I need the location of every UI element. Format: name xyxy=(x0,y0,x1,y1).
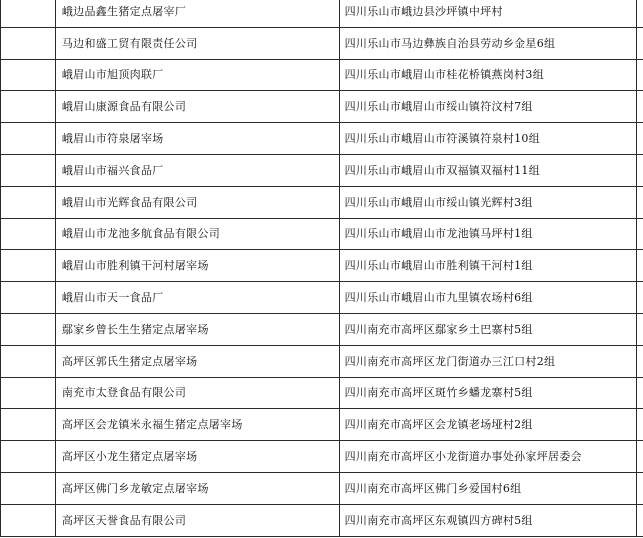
table-row xyxy=(1,186,643,218)
enterprise-name-cell: 高坪区小龙生猪定点屠宰场 xyxy=(55,441,339,473)
address-cell: 四川南充市高坪区鄢家乡土巴寨村5组 xyxy=(339,313,637,345)
edge-cell xyxy=(637,186,643,218)
table-row xyxy=(1,0,643,27)
edge-cell xyxy=(637,282,643,314)
address-cell: 四川乐山市峨眉山市龙池镇马坪村1组 xyxy=(339,218,637,250)
address-cell: 四川南充市高坪区会龙镇老场垭村2组 xyxy=(339,409,637,441)
edge-cell xyxy=(637,27,643,59)
address-cell: 四川乐山市峨眉山市胜利镇干河村1组 xyxy=(339,250,637,282)
enterprise-name-cell: 鄢家乡曾长生生猪定点屠宰场 xyxy=(55,313,339,345)
edge-cell xyxy=(637,345,643,377)
edge-cell xyxy=(637,91,643,123)
address-cell: 四川南充市高坪区小龙街道办事处孙家坪居委会 xyxy=(339,441,637,473)
address-cell: 四川乐山市峨眉山市绥山镇符汶村7组 xyxy=(339,91,637,123)
index-cell xyxy=(1,282,56,314)
enterprise-name-cell: 马边和盛工贸有限责任公司 xyxy=(55,27,339,59)
enterprise-name-cell: 高坪区佛门乡龙敏定点屠宰场 xyxy=(55,472,339,504)
table-row xyxy=(1,441,643,473)
enterprise-name-cell: 峨眉山康源食品有限公司 xyxy=(55,91,339,123)
table-row xyxy=(1,123,643,155)
address-cell: 四川乐山市峨眉山市桂花桥镇燕岗村3组 xyxy=(339,59,637,91)
table-row xyxy=(1,282,643,314)
table-row xyxy=(1,504,643,536)
index-cell xyxy=(1,472,56,504)
edge-cell xyxy=(637,472,643,504)
index-cell xyxy=(1,504,56,536)
table-row xyxy=(1,27,643,59)
address-cell: 四川乐山市峨眉山市双福镇双福村11组 xyxy=(339,154,637,186)
index-cell xyxy=(1,441,56,473)
edge-cell xyxy=(637,377,643,409)
enterprise-name-cell: 峨眉山市胜利镇干河村屠宰场 xyxy=(55,250,339,282)
table-body xyxy=(1,0,643,536)
table-row xyxy=(1,250,643,282)
table-row xyxy=(1,409,643,441)
enterprise-name-cell: 峨眉山市光辉食品有限公司 xyxy=(55,186,339,218)
enterprise-name-cell: 高坪区天誉食品有限公司 xyxy=(55,504,339,536)
edge-cell xyxy=(637,313,643,345)
edge-cell xyxy=(637,123,643,155)
table-row xyxy=(1,91,643,123)
table-row xyxy=(1,313,643,345)
edge-cell xyxy=(637,250,643,282)
index-cell xyxy=(1,123,56,155)
address-cell: 四川乐山市峨眉山市符溪镇符泉村10组 xyxy=(339,123,637,155)
enterprise-name-cell: 南充市太登食品有限公司 xyxy=(55,377,339,409)
index-cell xyxy=(1,59,56,91)
enterprise-name-cell: 峨眉山市福兴食品厂 xyxy=(55,154,339,186)
enterprise-name-cell: 峨眉山市旭顶肉联厂 xyxy=(55,59,339,91)
index-cell xyxy=(1,186,56,218)
edge-cell xyxy=(637,409,643,441)
address-cell: 四川乐山市峨眉山市九里镇农场村6组 xyxy=(339,282,637,314)
address-cell: 四川乐山市峨眉山市绥山镇光辉村3组 xyxy=(339,186,637,218)
edge-cell xyxy=(637,154,643,186)
address-cell: 四川南充市高坪区东观镇四方碑村5组 xyxy=(339,504,637,536)
index-cell xyxy=(1,27,56,59)
address-cell: 四川乐山市马边彝族自治县劳动乡金星6组 xyxy=(339,27,637,59)
table-row xyxy=(1,345,643,377)
edge-cell xyxy=(637,59,643,91)
index-cell xyxy=(1,313,56,345)
edge-cell xyxy=(637,0,643,27)
index-cell xyxy=(1,218,56,250)
enterprise-name-cell: 峨眉山市天一食品厂 xyxy=(55,282,339,314)
enterprise-name-cell: 峨眉山市符泉屠宰场 xyxy=(55,123,339,155)
index-cell xyxy=(1,0,56,27)
table-row xyxy=(1,218,643,250)
enterprise-name-cell: 峨眉山市龙池多航食品有限公司 xyxy=(55,218,339,250)
edge-cell xyxy=(637,441,643,473)
enterprise-name-cell: 峨边品鑫生猪定点屠宰厂 xyxy=(55,0,339,27)
enterprise-name-cell: 高坪区郭氏生猪定点屠宰场 xyxy=(55,345,339,377)
index-cell xyxy=(1,250,56,282)
index-cell xyxy=(1,345,56,377)
enterprise-name-cell: 高坪区会龙镇米永福生猪定点屠宰场 xyxy=(55,409,339,441)
address-cell: 四川南充市高坪区佛门乡爱国村6组 xyxy=(339,472,637,504)
index-cell xyxy=(1,377,56,409)
index-cell xyxy=(1,409,56,441)
edge-cell xyxy=(637,218,643,250)
table-row xyxy=(1,472,643,504)
index-cell xyxy=(1,154,56,186)
table-row xyxy=(1,154,643,186)
index-cell xyxy=(1,91,56,123)
edge-cell xyxy=(637,504,643,536)
address-cell: 四川乐山市峨边县沙坪镇中坪村 xyxy=(339,0,637,27)
address-cell: 四川南充市高坪区龙门街道办三江口村2组 xyxy=(339,345,637,377)
address-cell: 四川南充市高坪区斑竹乡蟠龙寨村5组 xyxy=(339,377,637,409)
table-row xyxy=(1,377,643,409)
table-row xyxy=(1,59,643,91)
